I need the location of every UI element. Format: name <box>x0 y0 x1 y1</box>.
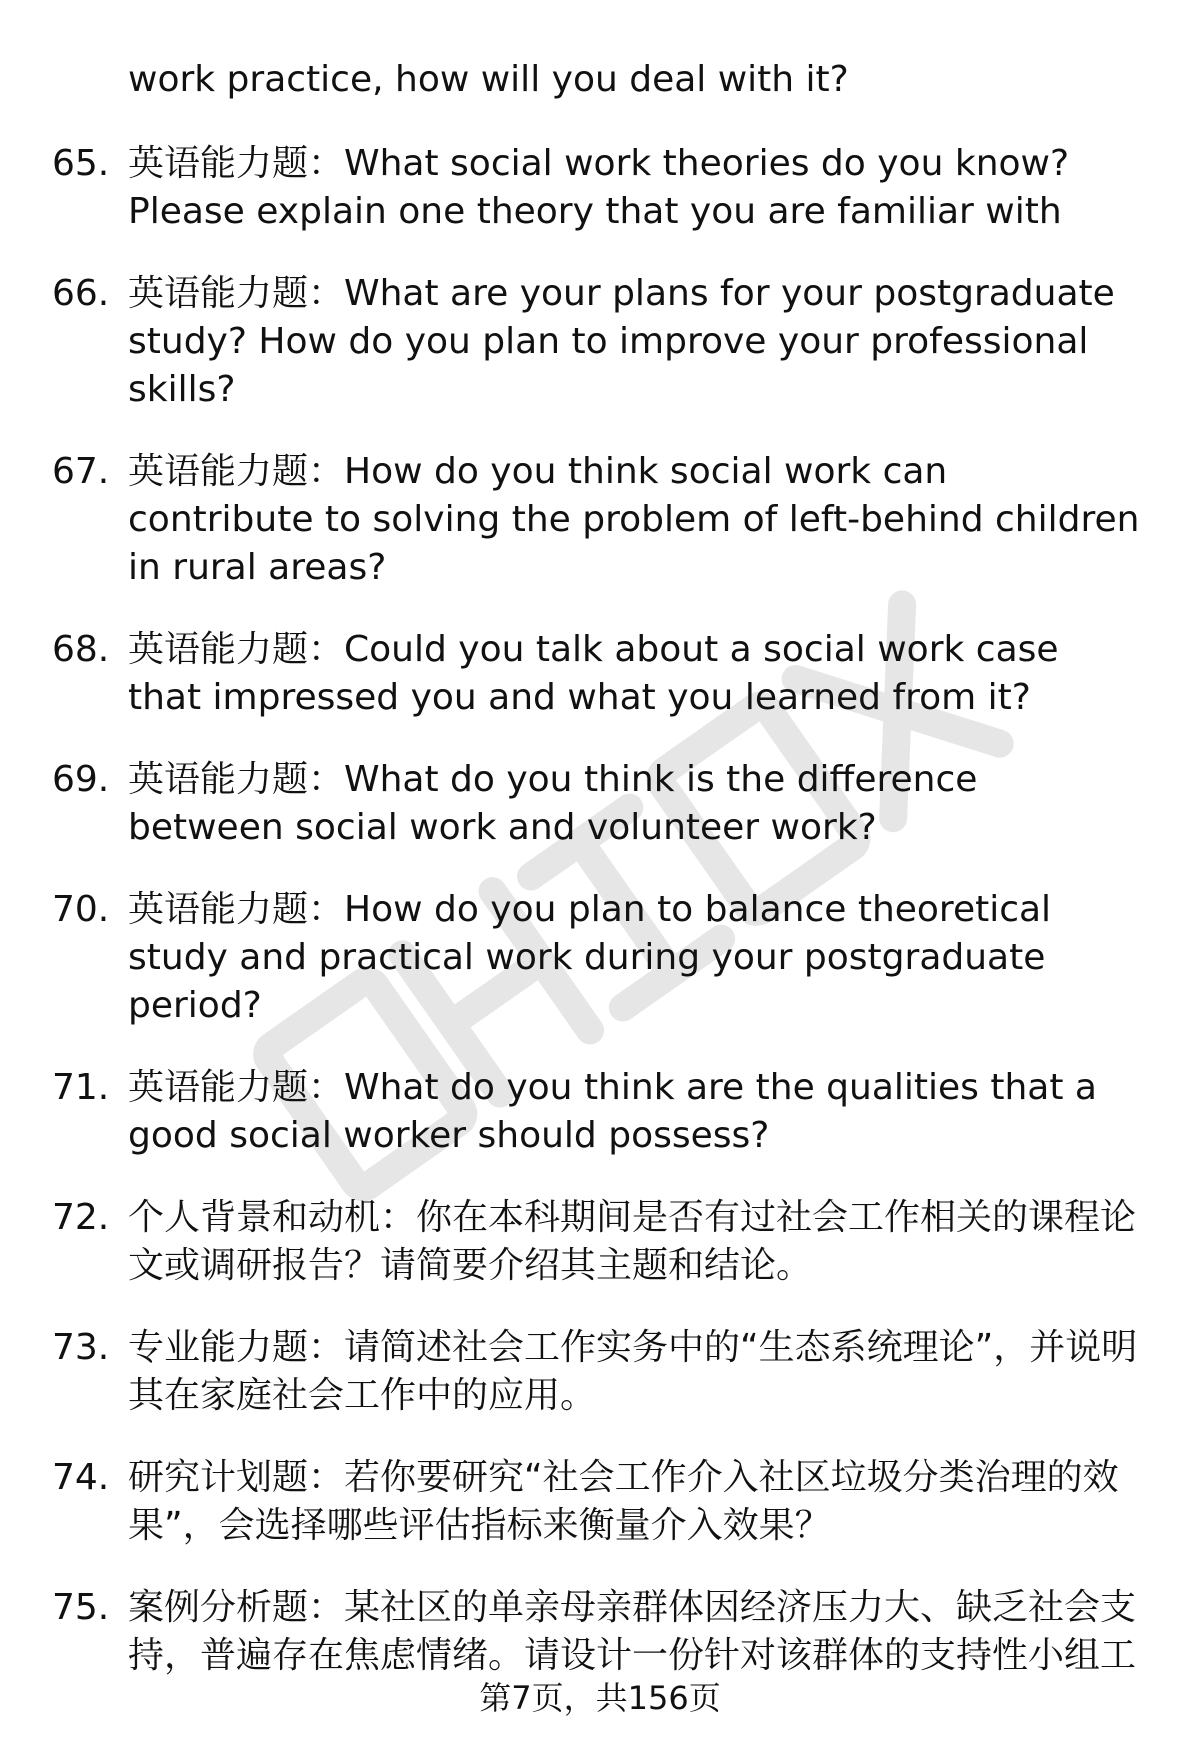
question-number: 69. <box>52 759 110 800</box>
question-item <box>0 270 1200 414</box>
question-number: 68. <box>52 629 110 670</box>
question-number: 70. <box>52 889 110 930</box>
question-number: 71. <box>52 1067 110 1108</box>
question-number: 65. <box>52 143 110 184</box>
question-text: 英语能力题：What social work theories do you know? Please explain one theory that you are familiar with <box>128 143 1070 232</box>
question-number: 67. <box>52 451 110 492</box>
question-item <box>0 1324 1200 1420</box>
page-footer: 第7页，共156页 <box>479 1679 721 1717</box>
question-item <box>0 1194 1200 1290</box>
question-text: 案例分析题：某社区的单亲母亲群体因经济压力大、缺乏社会支持，普遍存在焦虑情绪。请设计一份针对该群体的支持性小组工 <box>128 1587 1137 1676</box>
question-text: 英语能力题：Could you talk about a social work case that impressed you and what you learned from it? <box>128 629 1059 718</box>
question-item <box>0 140 1200 236</box>
question-number: 74. <box>52 1457 110 1498</box>
question-text: 英语能力题：How do you think social work can contribute to solving the problem of left-behind children in rural areas? <box>128 451 1140 588</box>
question-text: 研究计划题：若你要研究“社会工作介入社区垃圾分类治理的效果”，会选择哪些评估指标来衡量介入效果？ <box>128 1457 1119 1546</box>
question-text: 英语能力题：What are your plans for your postgraduate study? How do you plan to improve your professional skills? <box>128 273 1115 410</box>
question-item <box>0 886 1200 1030</box>
question-item <box>0 1064 1200 1160</box>
question-item <box>0 756 1200 852</box>
question-item <box>0 448 1200 592</box>
question-list <box>0 140 1200 1714</box>
question-item <box>0 1454 1200 1550</box>
question-item <box>0 626 1200 722</box>
question-text: 个人背景和动机：你在本科期间是否有过社会工作相关的课程论文或调研报告？请简要介绍其主题和结论。 <box>128 1197 1137 1286</box>
question-text: 英语能力题：How do you plan to balance theoretical study and practical work during your postgraduate period? <box>128 889 1052 1026</box>
continued-question-text: work practice, how will you deal with it? <box>128 59 849 100</box>
question-number: 72. <box>52 1197 110 1238</box>
question-number: 73. <box>52 1327 110 1368</box>
question-text: 英语能力题：What do you think are the qualities that a good social worker should possess? <box>128 1067 1097 1156</box>
question-item <box>0 1584 1200 1680</box>
question-number: 75. <box>52 1587 110 1628</box>
question-text: 英语能力题：What do you think is the difference between social work and volunteer work? <box>128 759 978 848</box>
question-text: 专业能力题：请简述社会工作实务中的“生态系统理论”，并说明其在家庭社会工作中的应用。 <box>128 1327 1138 1416</box>
question-number: 66. <box>52 273 110 314</box>
